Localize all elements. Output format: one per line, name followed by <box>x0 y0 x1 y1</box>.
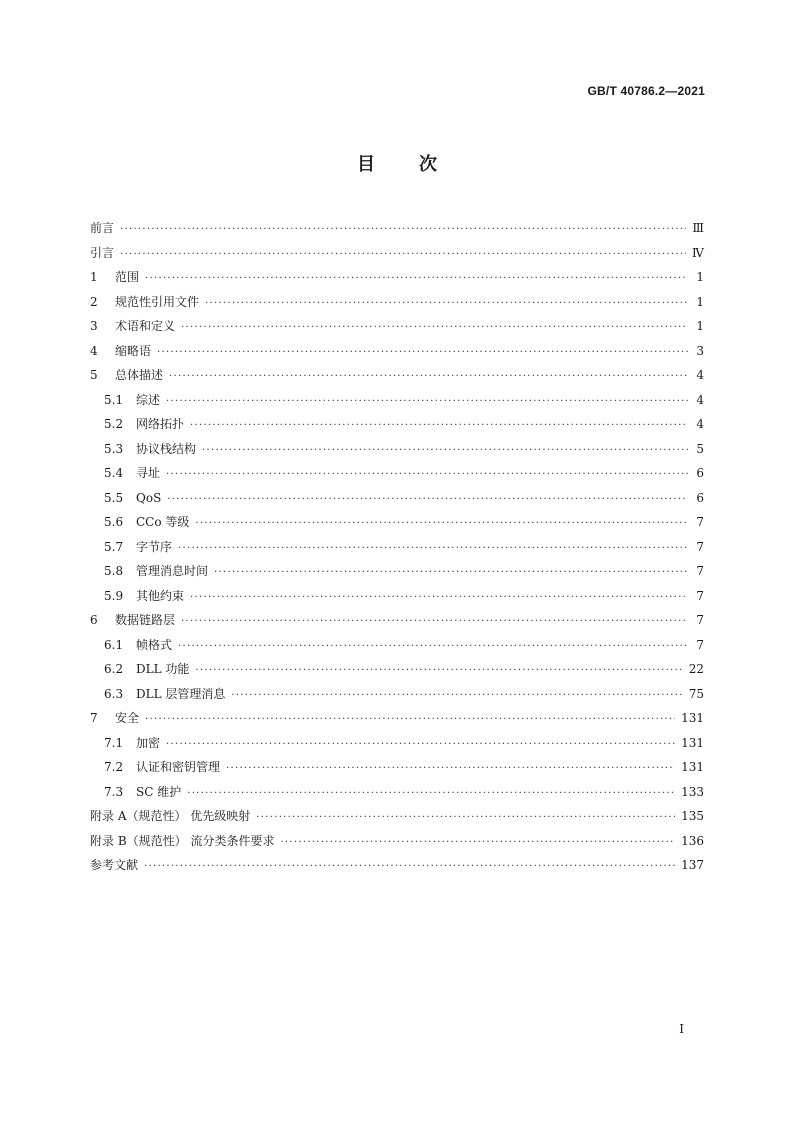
toc-entry-page: 131 <box>681 760 704 774</box>
dot-leader <box>178 537 688 562</box>
dot-leader <box>157 341 688 366</box>
dot-leader <box>178 635 688 660</box>
toc-entry-label: 引言 <box>90 245 115 260</box>
toc-entry[interactable] <box>90 412 704 437</box>
toc-entry-page: 7 <box>696 613 704 627</box>
toc-entry-number: 5.8 <box>104 564 124 578</box>
dot-leader <box>195 659 682 684</box>
dot-leader <box>231 684 682 709</box>
title-char-1: 目 <box>357 154 375 175</box>
toc-entry-number: 7 <box>90 711 98 725</box>
toc-entry-page: 22 <box>688 662 704 676</box>
toc-entry[interactable] <box>90 682 704 707</box>
dot-leader <box>166 390 688 415</box>
toc-entry-page: 6 <box>696 466 704 480</box>
toc-entry-label: 网络拓扑 <box>136 417 185 431</box>
toc-entry-page: 136 <box>681 833 704 848</box>
toc-entry[interactable] <box>90 535 704 560</box>
toc-entry[interactable] <box>90 241 704 266</box>
toc-entry[interactable] <box>90 363 704 388</box>
toc-entry-label: 缩略语 <box>115 343 152 358</box>
dot-leader <box>145 267 688 292</box>
toc-entry-page: 135 <box>681 809 704 823</box>
toc-entry[interactable] <box>90 633 704 658</box>
toc-entry-label: 附录 A（规范性） 优先级映射 <box>90 809 251 823</box>
toc-entry-label: 字节序 <box>136 539 173 554</box>
toc-entry-number: 5.9 <box>104 588 124 603</box>
toc-entry-page: 4 <box>696 392 704 407</box>
toc-entry-page: 6 <box>696 490 704 505</box>
toc-entry-label: 术语和定义 <box>115 319 176 333</box>
toc-entry-number: 5.2 <box>104 417 124 431</box>
table-of-contents <box>90 216 704 878</box>
toc-entry[interactable] <box>90 608 704 633</box>
dot-leader <box>187 782 675 807</box>
dot-leader <box>120 218 686 243</box>
document-id: GB/T 40786.2—2021 <box>587 84 705 98</box>
toc-entry-label: 规范性引用文件 <box>115 294 200 309</box>
toc-entry[interactable] <box>90 437 704 462</box>
toc-entry-label: 附录 B（规范性） 流分类条件要求 <box>90 833 275 848</box>
toc-entry[interactable] <box>90 804 704 829</box>
toc-entry-page: Ⅲ <box>692 221 704 235</box>
dot-leader <box>145 708 675 733</box>
toc-entry-page: 4 <box>696 368 704 382</box>
toc-entry[interactable] <box>90 388 704 413</box>
toc-entry-page: 133 <box>681 784 704 799</box>
toc-entry-number: 7.3 <box>104 784 124 799</box>
dot-leader <box>166 733 675 758</box>
toc-entry-page: 7 <box>696 539 704 554</box>
dot-leader <box>202 439 688 464</box>
dot-leader <box>190 414 688 439</box>
toc-entry[interactable] <box>90 486 704 511</box>
toc-entry-number: 5 <box>90 368 98 382</box>
toc-entry-page: 131 <box>681 735 704 750</box>
toc-entry-label: QoS <box>136 490 162 505</box>
toc-entry[interactable] <box>90 706 704 731</box>
toc-entry-page: 3 <box>696 343 704 358</box>
dot-leader <box>181 610 688 635</box>
dot-leader <box>169 365 688 390</box>
toc-entry-label: 协议栈结构 <box>136 441 197 456</box>
dot-leader <box>181 316 688 341</box>
toc-entry-label: 安全 <box>115 711 140 725</box>
toc-entry[interactable] <box>90 853 704 878</box>
dot-leader <box>205 292 688 317</box>
toc-entry[interactable] <box>90 584 704 609</box>
toc-entry-page: 75 <box>688 686 704 701</box>
toc-entry-number: 5.3 <box>104 441 124 456</box>
toc-entry-page: 4 <box>696 417 704 431</box>
toc-entry-number: 6.2 <box>104 662 124 676</box>
toc-entry-page: 1 <box>696 294 704 309</box>
toc-entry[interactable] <box>90 461 704 486</box>
toc-entry-number: 6 <box>90 613 98 627</box>
toc-entry-label: 寻址 <box>136 466 161 480</box>
toc-entry-page: 5 <box>696 441 704 456</box>
toc-entry-number: 5.7 <box>104 539 124 554</box>
dot-leader <box>167 488 688 513</box>
toc-entry-number: 5.6 <box>104 515 124 529</box>
dot-leader <box>256 806 675 831</box>
toc-entry-number: 4 <box>90 343 98 358</box>
toc-entry[interactable] <box>90 780 704 805</box>
toc-entry[interactable] <box>90 290 704 315</box>
toc-entry-page: 1 <box>696 319 704 333</box>
toc-entry-number: 3 <box>90 319 98 333</box>
toc-entry-page: 7 <box>696 588 704 603</box>
toc-entry[interactable] <box>90 731 704 756</box>
toc-entry[interactable] <box>90 339 704 364</box>
toc-entry-label: 加密 <box>136 735 161 750</box>
toc-entry-label: 前言 <box>90 221 115 235</box>
toc-entry-number: 5.1 <box>104 392 124 407</box>
toc-entry-label: 参考文献 <box>90 858 139 872</box>
dot-leader <box>190 586 688 611</box>
toc-entry-label: 数据链路层 <box>115 613 176 627</box>
toc-entry-label: CCo 等级 <box>136 515 190 529</box>
toc-entry-page: 137 <box>681 858 704 872</box>
toc-entry-label: 总体描述 <box>115 368 164 382</box>
toc-entry-number: 6.1 <box>104 637 124 652</box>
toc-entry-label: 帧格式 <box>136 637 173 652</box>
toc-entry-number: 5.5 <box>104 490 124 505</box>
toc-entry-page: 7 <box>696 515 704 529</box>
toc-entry-number: 7.1 <box>104 735 124 750</box>
toc-entry-page: 7 <box>696 564 704 578</box>
toc-entry[interactable] <box>90 829 704 854</box>
toc-entry-page: Ⅳ <box>692 245 704 260</box>
page-number: I <box>679 1022 684 1036</box>
dot-leader <box>195 512 688 537</box>
dot-leader <box>214 561 688 586</box>
toc-entry-label: DLL 功能 <box>136 662 190 676</box>
toc-entry-label: 管理消息时间 <box>136 564 209 578</box>
toc-entry-number: 5.4 <box>104 466 124 480</box>
toc-entry-label: SC 维护 <box>136 784 182 799</box>
toc-entry-label: 认证和密钥管理 <box>136 760 221 774</box>
toc-entry-page: 131 <box>681 711 704 725</box>
toc-entry-label: 范围 <box>115 270 140 284</box>
dot-leader <box>166 463 688 488</box>
toc-entry-label: 其他约束 <box>136 588 185 603</box>
toc-entry[interactable] <box>90 657 704 682</box>
toc-entry-page: 1 <box>696 270 704 284</box>
dot-leader <box>226 757 675 782</box>
toc-entry-number: 7.2 <box>104 760 124 774</box>
toc-entry[interactable] <box>90 559 704 584</box>
toc-entry-label: 综述 <box>136 392 161 407</box>
toc-entry-page: 7 <box>696 637 704 652</box>
toc-entry[interactable] <box>90 755 704 780</box>
toc-entry-number: 2 <box>90 294 98 309</box>
page-title <box>0 150 794 176</box>
toc-entry[interactable] <box>90 216 704 241</box>
toc-entry[interactable] <box>90 265 704 290</box>
title-char-2: 次 <box>419 154 437 175</box>
dot-leader <box>144 855 675 880</box>
toc-entry-number: 1 <box>90 270 98 284</box>
toc-entry[interactable] <box>90 314 704 339</box>
toc-entry-number: 6.3 <box>104 686 124 701</box>
toc-entry[interactable] <box>90 510 704 535</box>
dot-leader <box>280 831 675 856</box>
dot-leader <box>120 243 686 268</box>
toc-entry-label: DLL 层管理消息 <box>136 686 226 701</box>
